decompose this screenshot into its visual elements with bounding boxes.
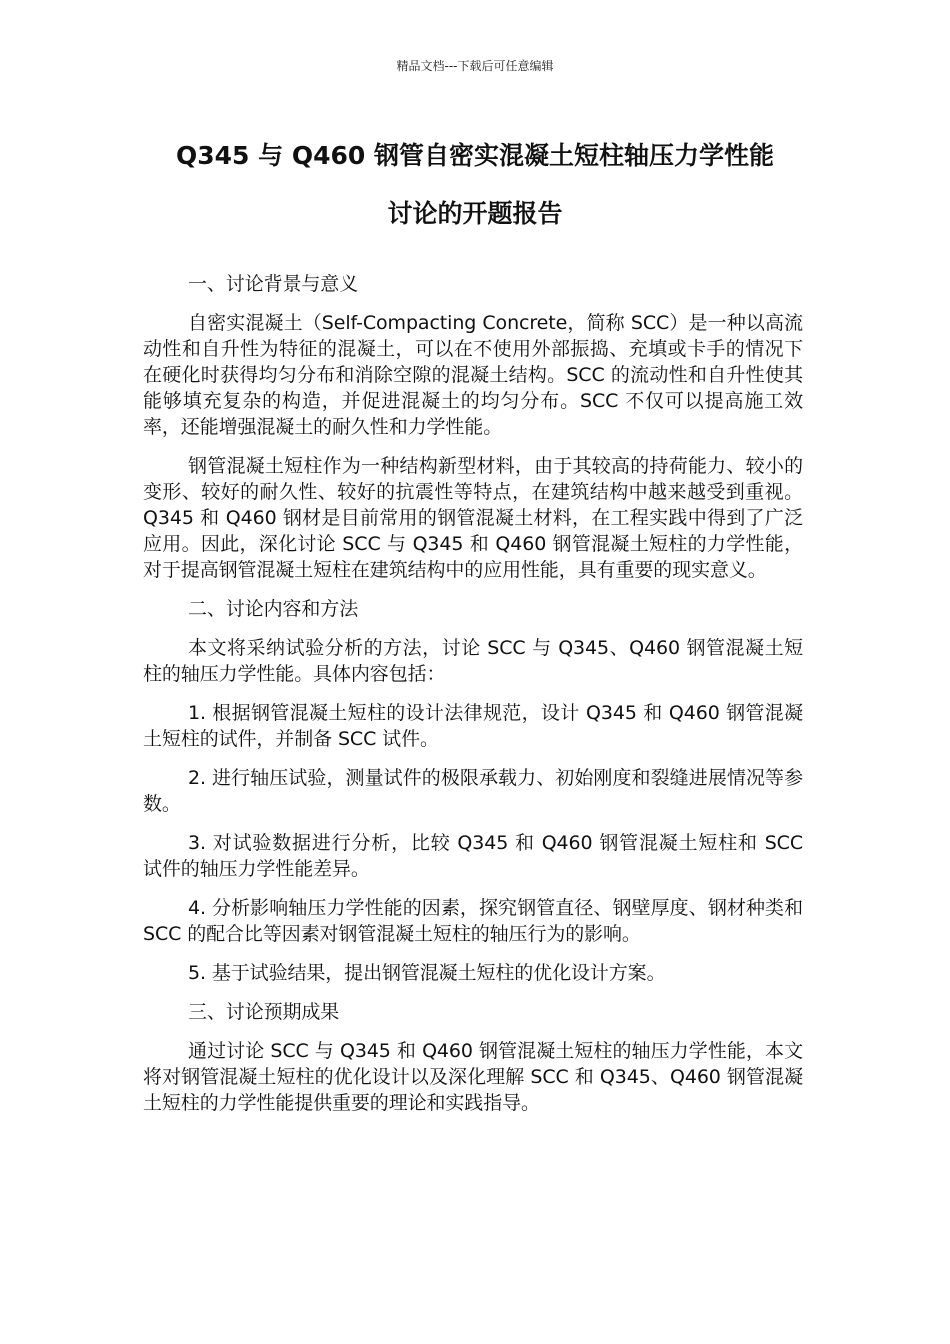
background-paragraph-1: 自密实混凝土（Self-Compacting Concrete，简称 SCC）是一种以高流动性和自升性为特征的混凝土，可以在不使用外部振捣、充填或卡手的情况下在硬化时获得均匀分布和消除空隙的混凝土结构。SCC 的流动性和自升性使其能够填充复杂的构造，并促进混凝土的均匀分布。SCC 不仅可以提高施工效率，还能增强混凝土的耐久性和力学性能。: [143, 312, 803, 438]
content-list-item-3: 3. 对试验数据进行分析，比较 Q345 和 Q460 钢管混凝土短柱和 SCC 试件的轴压力学性能差异。: [143, 832, 803, 880]
content-list-item-5: 5. 基于试验结果，提出钢管混凝土短柱的优化设计方案。: [188, 962, 666, 984]
section-heading-outcome: 三、讨论预期成果: [188, 1001, 340, 1023]
content-list-item-2: 2. 进行轴压试验，测量试件的极限承载力、初始刚度和裂缝进展情况等参数。: [143, 767, 803, 815]
document-body: [143, 271, 803, 1129]
content-intro-paragraph: 本文将采纳试验分析的方法，讨论 SCC 与 Q345、Q460 钢管混凝土短柱的轴压力学性能。具体内容包括：: [143, 637, 803, 685]
background-paragraph-2: 钢管混凝土短柱作为一种结构新型材料，由于其较高的持荷能力、较小的变形、较好的耐久性、较好的抗震性等特点，在建筑结构中越来越受到重视。Q345 和 Q460 钢材是目前常用的钢管混凝土材料，在工程实践中得到了广泛应用。因此，深化讨论 SCC 与 Q345 和 Q460 钢管混凝土短柱的力学性能，对于提高钢管混凝土短柱在建筑结构中的应用性能，具有重要的现实意义。: [143, 455, 803, 581]
page-header-watermark: 精品文档---下载后可任意编辑: [396, 59, 554, 73]
outcome-paragraph: 通过讨论 SCC 与 Q345 和 Q460 钢管混凝土短柱的轴压力学性能，本文将对钢管混凝土短柱的优化设计以及深化理解 SCC 和 Q345、Q460 钢管混凝土短柱的力学性能提供重要的理论和实践指导。: [143, 1040, 803, 1114]
document-title-line-2: 讨论的开题报告: [387, 199, 563, 228]
document-title-line-1: Q345 与 Q460 钢管自密实混凝土短柱轴压力学性能: [176, 141, 774, 170]
content-list-item-4: 4. 分析影响轴压力学性能的因素，探究钢管直径、钢壁厚度、钢材种类和 SCC 的配合比等因素对钢管混凝土短柱的轴压行为的影响。: [143, 897, 803, 945]
content-list-item-1: 1. 根据钢管混凝土短柱的设计法律规范，设计 Q345 和 Q460 钢管混凝土短柱的试件，并制备 SCC 试件。: [143, 702, 803, 750]
section-heading-content: 二、讨论内容和方法: [188, 598, 359, 620]
section-heading-background: 一、讨论背景与意义: [188, 273, 359, 295]
